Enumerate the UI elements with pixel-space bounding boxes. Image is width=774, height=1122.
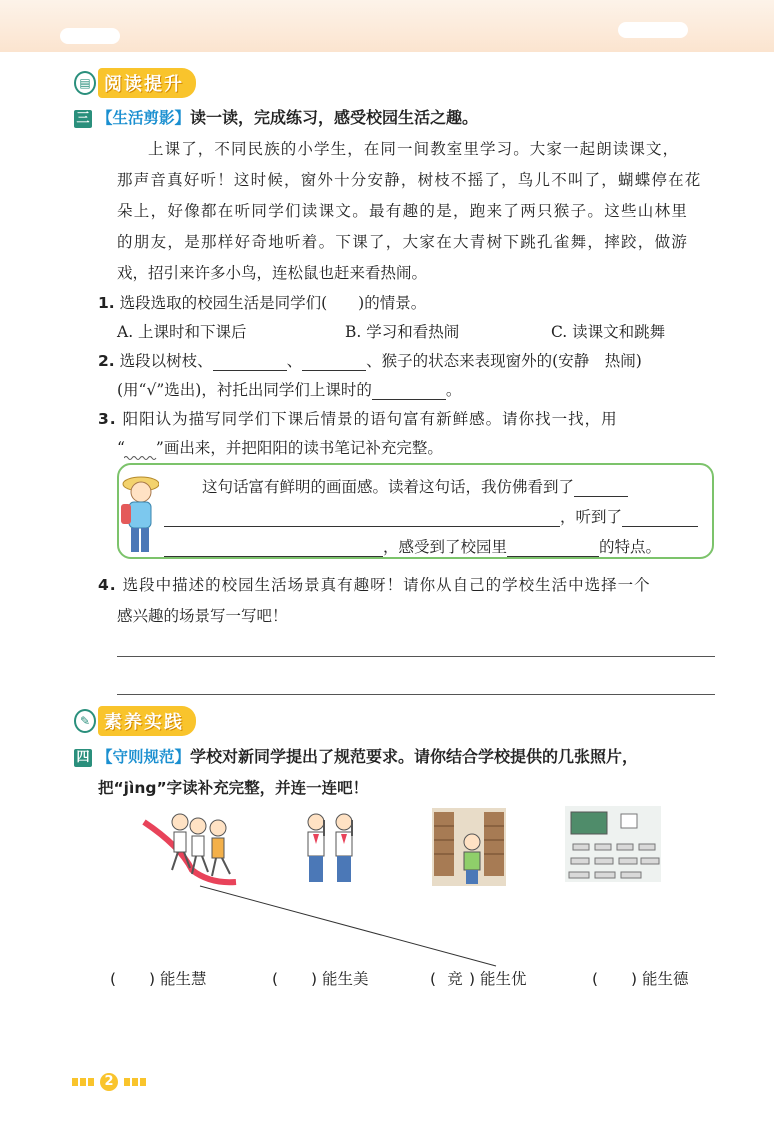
question-item-4: 4. 选段中描述的校园生活场景真有趣呀！请你从自己的学校生活中选择一个 bbox=[98, 576, 651, 594]
answer-item-4[interactable]: ( ) 能生德 bbox=[592, 970, 689, 988]
question-instruction: 学校对新同学提出了规范要求。请你结合学校提供的几张照片， bbox=[189, 747, 638, 766]
note-line-3: ，感受到了校园里 的特点。 bbox=[164, 535, 661, 557]
question-item-2-cont: (用“√”选出)，衬托出同学们上课时的 。 bbox=[117, 381, 462, 399]
question-item-2: 2. 选段以树枝、 、 、猴子的状态来表现窗外的(安静 热闹) bbox=[98, 352, 642, 370]
passage-line: 那声音真好听！这时候，窗外十分安静，树枝不摇了，鸟儿不叫了，蝴蝶停在花 bbox=[117, 171, 702, 189]
passage-line: 朵上，好像都在听同学们读课文。最有趣的是，跑来了两只猴子。这些山林里 bbox=[117, 202, 689, 220]
question-item-3-cont: “ ”画出来，并把阳阳的读书笔记补充完整。 bbox=[117, 439, 443, 457]
question-item-1: 1. 选段选取的校园生活是同学们( )的情景。 bbox=[98, 294, 427, 312]
question-item-4-cont: 感兴趣的场景写一写吧！ bbox=[117, 607, 288, 625]
note-line-1: 这句话富有鲜明的画面感。读着这句话，我仿佛看到了 bbox=[202, 475, 628, 497]
question-tag: 【生活剪影】 bbox=[96, 109, 190, 127]
note-line-2: ，听到了 bbox=[164, 505, 698, 527]
question-instruction: 读一读，完成练习，感受校园生活之趣。 bbox=[189, 108, 478, 127]
question-tag: 【守则规范】 bbox=[96, 748, 190, 766]
answer-item-1[interactable]: ( ) 能生慧 bbox=[110, 970, 207, 988]
option-c[interactable]: C. 读课文和跳舞 bbox=[551, 323, 666, 341]
answer-blank[interactable]: 竞 bbox=[447, 970, 463, 988]
option-b[interactable]: B. 学习和看热闹 bbox=[345, 323, 460, 341]
answer-item-3[interactable]: ( 竞 ) 能生优 bbox=[430, 967, 526, 989]
option-a[interactable]: A. 上课时和下课后 bbox=[117, 323, 247, 341]
passage-line: 的朋友，是那样好奇地听着。下课了，大家在大青树下跳孔雀舞，摔跤，做游 bbox=[117, 233, 689, 251]
question-number: 四 bbox=[74, 749, 92, 767]
question-instruction-cont: 把“jìng”字读补充完整，并连一连吧！ bbox=[98, 779, 369, 797]
section-title: 素养实践 bbox=[98, 706, 196, 736]
section-title: 阅读提升 bbox=[98, 68, 196, 98]
pencil-note-icon: ✎ bbox=[74, 709, 96, 733]
passage-line: 上课了，不同民族的小学生，在同一间教室里学习。大家一起朗读课文， bbox=[148, 140, 680, 158]
question-item-3: 3. 阳阳认为描写同学们下课后情景的语句富有新鲜感。请你找一找，用 bbox=[98, 410, 618, 428]
page-number-badge bbox=[72, 1073, 146, 1091]
passage-line: 戏，招引来许多小鸟，连松鼠也赶来看热闹。 bbox=[117, 264, 428, 282]
page-number: 2 bbox=[104, 1074, 114, 1089]
question-number: 三 bbox=[74, 110, 92, 128]
book-icon: ▤ bbox=[74, 71, 96, 95]
answer-item-2[interactable]: ( ) 能生美 bbox=[272, 970, 369, 988]
